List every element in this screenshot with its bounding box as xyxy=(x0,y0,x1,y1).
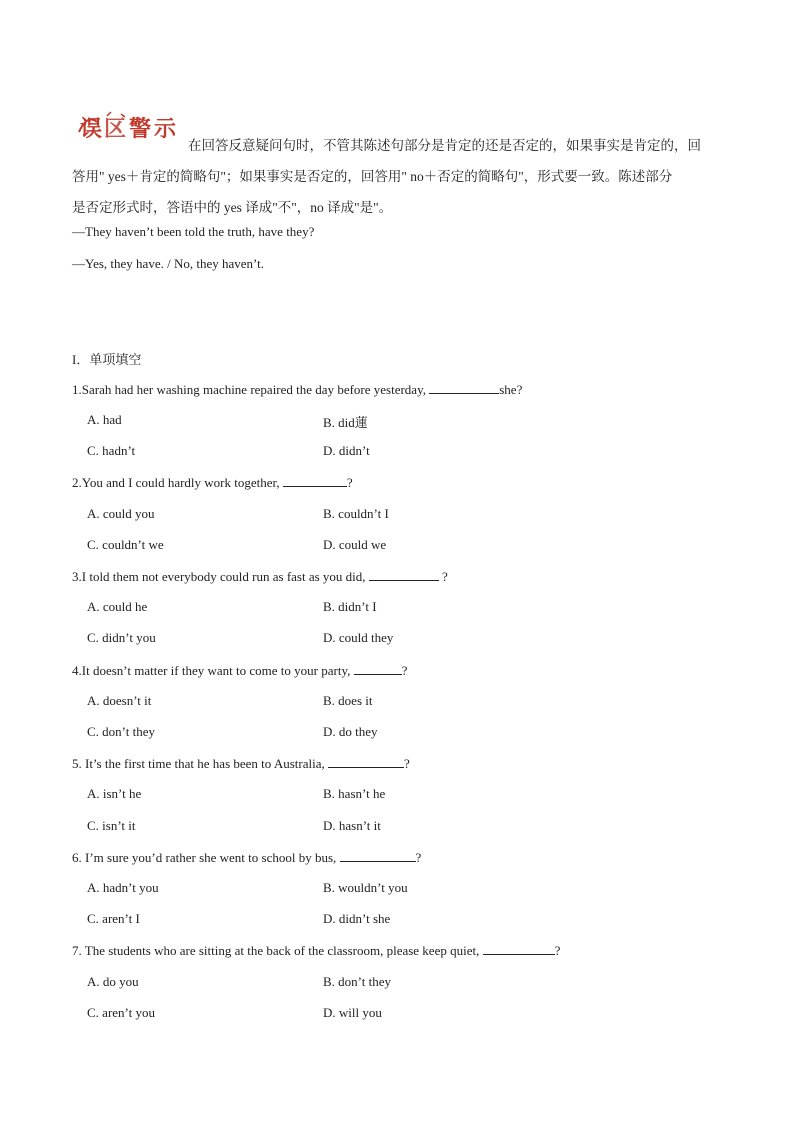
question-7: 7. The students who are sitting at the back of the classroom, please keep quiet, ? xyxy=(72,943,561,958)
warning-intro xyxy=(72,130,722,223)
answer-blank[interactable] xyxy=(483,942,555,955)
intro-line: 答用" yes＋肯定的简略句"；如果事实是否定的，回答用" no＋否定的简略句"，形式要一致。陈述部分 xyxy=(72,169,673,184)
option-d[interactable]: D. didn’t xyxy=(323,443,370,458)
svg-text:警: 警 xyxy=(129,116,152,142)
option-b[interactable]: B. wouldn’t you xyxy=(323,880,408,895)
option-b[interactable]: B. did蓮 xyxy=(323,415,368,430)
intro-line: 在回答反意疑问句时，不管其陈述句部分是肯定的还是否定的，如果事实是肯定的，回 xyxy=(188,138,701,153)
example-answer: —Yes, they have. / No, they haven’t. xyxy=(72,256,264,271)
option-a[interactable]: A. had xyxy=(87,412,122,427)
svg-text:误: 误 xyxy=(80,116,103,142)
option-c[interactable]: C. aren’t you xyxy=(87,1005,155,1020)
option-a[interactable]: A. doesn’t it xyxy=(87,693,152,708)
option-b[interactable]: B. does it xyxy=(323,693,373,708)
intro-line: 是否定形式时，答语中的 yes 译成"不"，no 译成"是"。 xyxy=(72,200,393,215)
option-c[interactable]: C. isn’t it xyxy=(87,818,136,833)
option-b[interactable]: B. don’t they xyxy=(323,974,392,989)
option-d[interactable]: D. hasn’t it xyxy=(323,818,381,833)
option-a[interactable]: A. do you xyxy=(87,974,139,989)
answer-blank[interactable] xyxy=(340,849,416,862)
option-c[interactable]: C. didn’t you xyxy=(87,630,156,645)
option-c[interactable]: C. don’t they xyxy=(87,724,156,739)
option-a[interactable]: A. could you xyxy=(87,506,155,521)
question-1: 1.Sarah had her washing machine repaired the day before yesterday, she? xyxy=(72,382,523,397)
example-question: —They haven’t been told the truth, have they? xyxy=(72,224,315,239)
answer-blank[interactable] xyxy=(328,755,404,768)
option-d[interactable]: D. didn’t she xyxy=(323,911,391,926)
answer-blank[interactable] xyxy=(283,474,347,487)
section-title: I．单项填空 xyxy=(72,352,142,367)
answer-blank[interactable] xyxy=(429,381,499,394)
option-a[interactable]: A. hadn’t you xyxy=(87,880,159,895)
option-c[interactable]: C. aren’t I xyxy=(87,911,140,926)
question-3: 3.I told them not everybody could run as fast as you did, ? xyxy=(72,569,448,584)
question-4: 4.It doesn’t matter if they want to come to your party, ? xyxy=(72,663,408,678)
option-d[interactable]: D. will you xyxy=(323,1005,382,1020)
question-6: 6. I’m sure you’d rather she went to school by bus, ? xyxy=(72,850,422,865)
option-a[interactable]: A. isn’t he xyxy=(87,786,142,801)
option-d[interactable]: D. could we xyxy=(323,537,387,552)
answer-blank[interactable] xyxy=(354,662,402,675)
option-d[interactable]: D. do they xyxy=(323,724,378,739)
option-d[interactable]: D. could they xyxy=(323,630,394,645)
option-a[interactable]: A. could he xyxy=(87,599,148,614)
option-b[interactable]: B. couldn’t I xyxy=(323,506,389,521)
svg-text:示: 示 xyxy=(154,116,177,142)
option-b[interactable]: B. didn’t I xyxy=(323,599,377,614)
svg-text:区: 区 xyxy=(104,116,127,142)
option-c[interactable]: C. hadn’t xyxy=(87,443,136,458)
question-2: 2.You and I could hardly work together, ? xyxy=(72,475,353,490)
answer-blank[interactable] xyxy=(369,568,439,581)
option-c[interactable]: C. couldn’t we xyxy=(87,537,164,552)
question-5: 5. It’s the first time that he has been to Australia, ? xyxy=(72,756,410,771)
option-b[interactable]: B. hasn’t he xyxy=(323,786,386,801)
